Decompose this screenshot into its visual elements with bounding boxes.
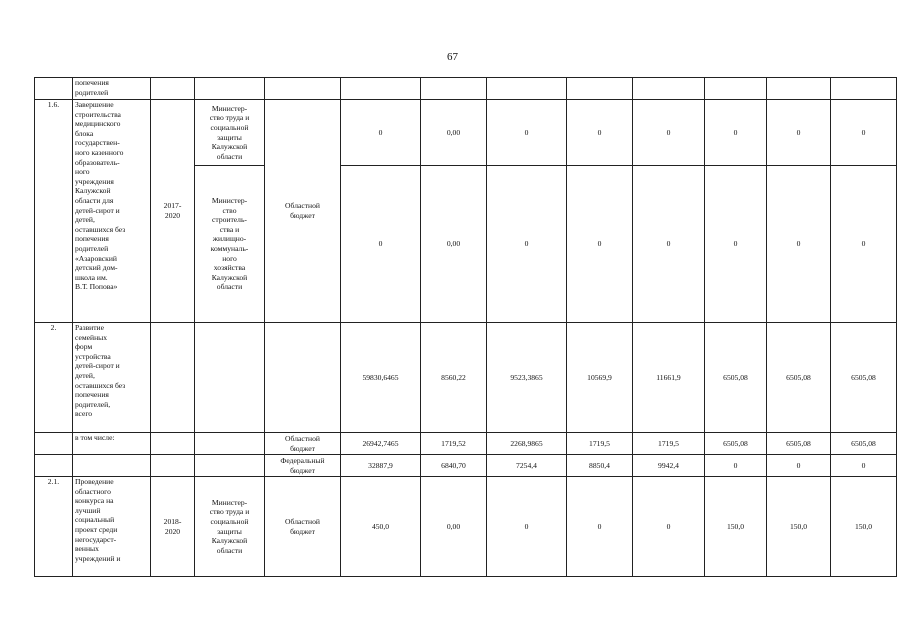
value-cell: 6505,08 — [831, 323, 897, 433]
funding-source: Областной бюджет — [265, 433, 341, 455]
value-cell: 0 — [633, 166, 705, 323]
value-cell: 0 — [633, 477, 705, 577]
value-cell: 0 — [705, 166, 767, 323]
table-row-1-6-a — [35, 100, 897, 166]
value-cell: 0 — [341, 100, 421, 166]
page-number: 67 — [447, 51, 458, 63]
value-cell: 0 — [767, 166, 831, 323]
table-row-2-regional — [35, 433, 897, 455]
row-name: Проведение областного конкурса на лучший социальный проект среди негосударст- венных учреждений и — [73, 477, 151, 577]
value-cell: 32887,9 — [341, 455, 421, 477]
period: 2017-2020 — [151, 100, 195, 323]
row-number: 2.1. — [35, 477, 73, 577]
row-name: Завершение строительства медицинского блока государствен- ного казенного образователь- ного учреждения Калужской области для детей-сирот и детей, оставшихся без попечения родителей «Азаровский детский дом- школа им. В.Т. Попова» — [73, 100, 151, 323]
period: 2018- 2020 — [151, 477, 195, 577]
value-cell: 1719,5 — [567, 433, 633, 455]
value-cell: 26942,7465 — [341, 433, 421, 455]
value-cell: 6505,08 — [767, 323, 831, 433]
value-cell: 150,0 — [767, 477, 831, 577]
funding-source: Федеральный бюджет — [265, 455, 341, 477]
value-cell: 0 — [633, 100, 705, 166]
row-name: попечения родителей — [73, 78, 151, 100]
value-cell: 11661,9 — [633, 323, 705, 433]
value-cell: 0 — [705, 455, 767, 477]
value-cell: 0 — [567, 166, 633, 323]
value-cell: 1719,5 — [633, 433, 705, 455]
value-cell: 0 — [487, 477, 567, 577]
value-cell: 7254,4 — [487, 455, 567, 477]
executor: Министер- ство строитель- ства и жилищно- коммуналь- ного хозяйства Калужской области — [195, 166, 265, 323]
value-cell: 0 — [567, 477, 633, 577]
funding-source: Областной бюджет — [265, 100, 341, 323]
value-cell: 6840,70 — [421, 455, 487, 477]
value-cell: 6505,08 — [705, 323, 767, 433]
value-cell: 0,00 — [421, 477, 487, 577]
value-cell: 6505,08 — [831, 433, 897, 455]
table-row-2-1 — [35, 477, 897, 577]
table-row-2-total — [35, 323, 897, 433]
value-cell: 0 — [341, 166, 421, 323]
executor: Министер- ство труда и социальной защиты Калужской области — [195, 477, 265, 577]
table-row-continuation — [35, 78, 897, 100]
value-cell: 0 — [487, 100, 567, 166]
table-row-2-federal — [35, 455, 897, 477]
value-cell: 0 — [567, 100, 633, 166]
row-number: 2. — [35, 323, 73, 433]
value-cell: 8560,22 — [421, 323, 487, 433]
value-cell: 0 — [831, 100, 897, 166]
value-cell: 2268,9865 — [487, 433, 567, 455]
value-cell: 0 — [831, 455, 897, 477]
value-cell: 10569,9 — [567, 323, 633, 433]
value-cell: 9942,4 — [633, 455, 705, 477]
value-cell: 8850,4 — [567, 455, 633, 477]
value-cell: 0,00 — [421, 166, 487, 323]
value-cell: 59830,6465 — [341, 323, 421, 433]
row-number: 1.6. — [35, 100, 73, 323]
funding-source: Областной бюджет — [265, 477, 341, 577]
value-cell: 0 — [831, 166, 897, 323]
value-cell: 9523,3865 — [487, 323, 567, 433]
value-cell: 0 — [767, 455, 831, 477]
value-cell: 6505,08 — [705, 433, 767, 455]
value-cell: 0 — [487, 166, 567, 323]
value-cell: 150,0 — [831, 477, 897, 577]
value-cell: 450,0 — [341, 477, 421, 577]
value-cell: 0,00 — [421, 100, 487, 166]
row-name: Развитие семейных форм устройства детей-сирот и детей, оставшихся без попечения родителей, всего — [73, 323, 151, 433]
value-cell: 150,0 — [705, 477, 767, 577]
value-cell: 6505,08 — [767, 433, 831, 455]
value-cell: 1719,52 — [421, 433, 487, 455]
budget-table — [34, 77, 897, 577]
value-cell: 0 — [705, 100, 767, 166]
row-label: в том числе: — [73, 433, 151, 455]
value-cell: 0 — [767, 100, 831, 166]
executor: Министер- ство труда и социальной защиты Калужской области — [195, 100, 265, 166]
